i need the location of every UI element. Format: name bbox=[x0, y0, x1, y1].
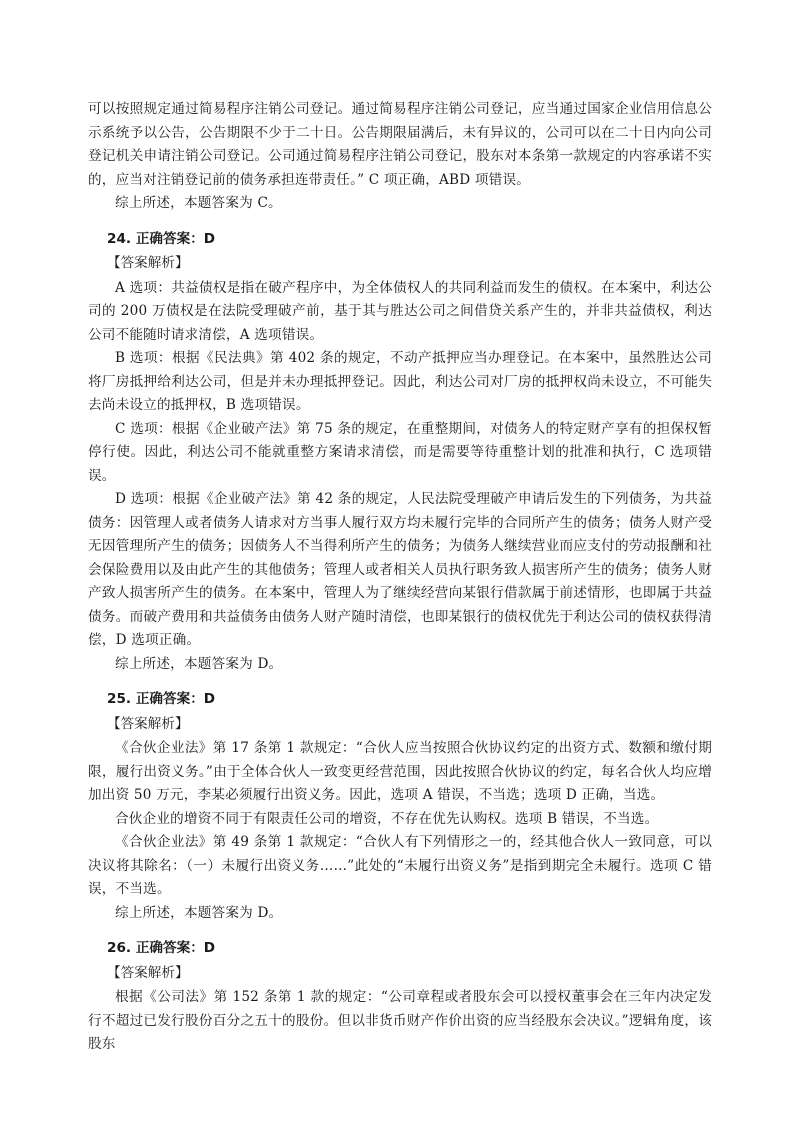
question-26-analysis-label: 【答案解析】 bbox=[107, 964, 189, 981]
question-24-conclusion: 综上所述，本题答案为 D。 bbox=[115, 655, 283, 672]
question-25-paragraph-2: 合伙企业的增资不同于有限责任公司的增资，不存在优先认购权。选项 B 错误，不当选。 bbox=[115, 810, 659, 827]
question-24-answer-heading: 24. 正确答案：D bbox=[107, 230, 216, 247]
question-24-option-c: C 选项：根据《企业破产法》第 75 条的规定，在重整期间，对债务人的特定财产享有的担保权暂停行使。因此，利达公司不能就重整方案请求清偿，而是需要等待重整计划的批准和执行，C 选项错误。 bbox=[88, 420, 712, 484]
question-24-analysis-label: 【答案解析】 bbox=[107, 255, 189, 271]
question-25-analysis-label: 【答案解析】 bbox=[107, 715, 189, 732]
question-24-option-a: A 选项：共益债权是指在破产程序中，为全体债权人的共同利益而发生的债权。在本案中，利达公司的 200 万债权是在法院受理破产前，基于其与胜达公司之间借贷关系产生的，并非共益债权，利达公司不能随时请求清偿，A 选项错误。 bbox=[88, 279, 712, 343]
intro-paragraph: 可以按照规定通过简易程序注销公司登记。通过简易程序注销公司登记，应当通过国家企业信用信息公示系统予以公告，公告期限不少于二十日。公告期限届满后，未有异议的，公司可以在二十日内向公司登记机关申请注销公司登记。公司通过简易程序注销公司登记，股东对本条第一款规定的内容承诺不实的，应当对注销登记前的债务承担连带责任。” C 项正确，ABD 项错误。 bbox=[88, 101, 712, 188]
question-25-conclusion: 综上所述，本题答案为 D。 bbox=[115, 904, 283, 921]
question-26-paragraph-1: 根据《公司法》第 152 条第 1 款的规定：“公司章程或者股东会可以授权董事会在三年内决定发行不超过已发行股份百分之五十的股份。但以非货币财产作价出资的应当经股东会决议。”逻辑角度，该股东 bbox=[88, 989, 712, 1052]
question-25-paragraph-1: 《合伙企业法》第 17 条第 1 款规定：“合伙人应当按照合伙协议约定的出资方式、数额和缴付期限，履行出资义务。”由于全体合伙人一致变更经营范围，因此按照合伙协议的约定，每名合伙人均应增加出资 50 万元，李某必须履行出资义务。因此，选项 A 错误，不当选；选项 D 正确，当选。 bbox=[88, 740, 712, 803]
intro-conclusion: 综上所述，本题答案为 C。 bbox=[115, 195, 282, 211]
document-page bbox=[88, 98, 712, 1057]
question-25-answer-heading: 25. 正确答案：D bbox=[107, 691, 216, 707]
question-26-answer-heading: 26. 正确答案：D bbox=[107, 940, 216, 956]
question-25-paragraph-3: 《合伙企业法》第 49 条第 1 款规定：“合伙人有下列情形之一的，经其他合伙人一致同意，可以决议将其除名：（一）未履行出资义务……”此处的“未履行出资义务”是指到期完全未履行。选项 C 错误，不当选。 bbox=[88, 834, 712, 897]
question-24-option-d: D 选项：根据《企业破产法》第 42 条的规定，人民法院受理破产申请后发生的下列债务，为共益债务：因管理人或者债务人请求对方当事人履行双方均未履行完毕的合同所产生的债务；债务人财产受无因管理所产生的债务；因债务人不当得利所产生的债务；为债务人继续营业而应支付的劳动报酬和社会保险费用以及由此产生的其他债务；管理人或者相关人员执行职务致人损害所产生的债务；债务人财产致人损害所产生的债务。在本案中，管理人为了继续经营向某银行借款属于前述情形，也即属于共益债务。而破产费用和共益债务由债务人财产随时清偿，也即某银行的债权优先于利达公司的债权获得清偿，D 选项正确。 bbox=[88, 491, 712, 648]
question-24-option-b: B 选项：根据《民法典》第 402 条的规定，不动产抵押应当办理登记。在本案中，虽然胜达公司将厂房抵押给利达公司，但是并未办理抵押登记。因此，利达公司对厂房的抵押权尚未设立，不可能失去尚未设立的抵押权，B 选项错误。 bbox=[88, 350, 712, 413]
